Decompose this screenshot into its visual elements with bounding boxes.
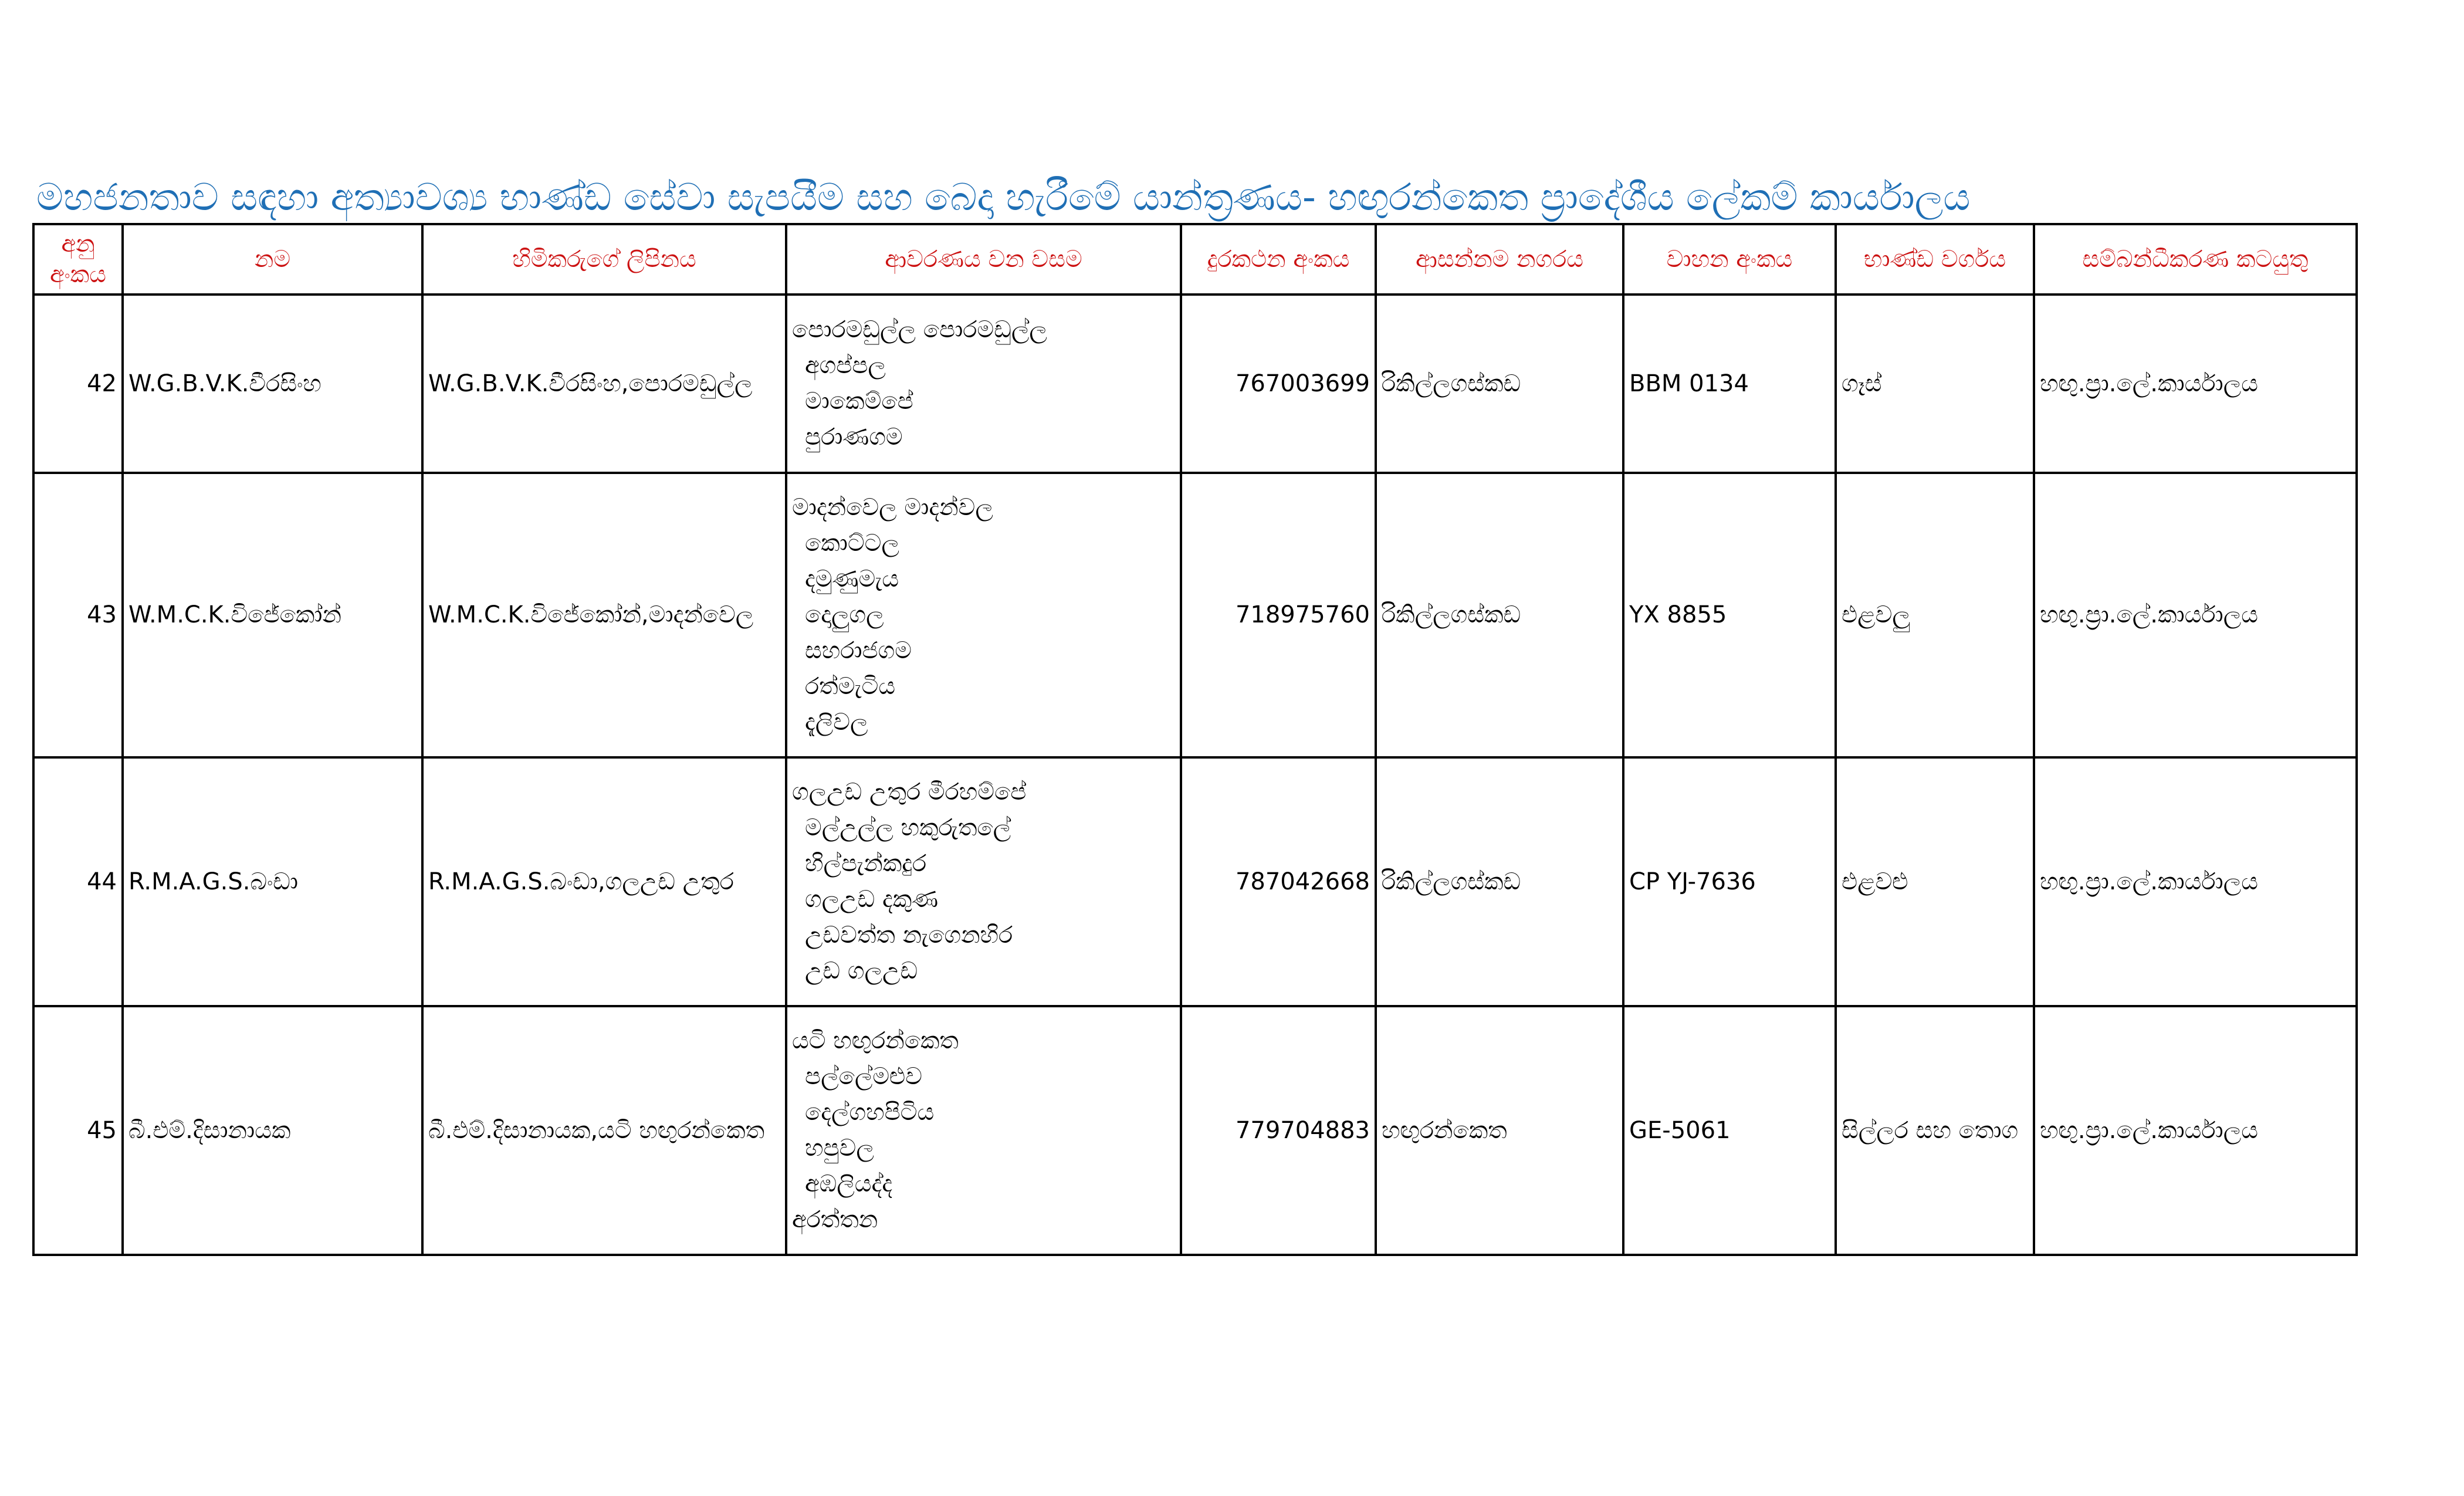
area-line: හපුවල	[805, 1135, 874, 1162]
area-line: රත්මැටිය	[805, 673, 896, 700]
cell-goods-type: ගෑස්	[1836, 295, 2034, 473]
cell-owner-address: R.M.A.G.S.බංඩා,ගලඋඩ උතුර	[422, 757, 786, 1006]
area-line: අගප්පල	[805, 352, 886, 379]
cell-owner-address: බී.එම්.දිසානායක,යටි හඟුරන්කෙත	[422, 1006, 786, 1255]
cell-phone: 718975760	[1181, 473, 1376, 757]
cell-phone: 787042668	[1181, 757, 1376, 1006]
table-row	[33, 1006, 2357, 1255]
cell-vehicle: GE-5061	[1623, 1006, 1836, 1255]
cell-covered-area	[786, 473, 1181, 757]
col-header-goods-type: භාණ්ඩ වර්ගය	[1836, 224, 2034, 295]
col-header-nearest-town: ආසන්නම නගරය	[1376, 224, 1623, 295]
cell-name: W.M.C.K.විජේකෝන්	[123, 473, 422, 757]
area-line: අඹලියද්ද	[805, 1170, 893, 1197]
cell-phone: 767003699	[1181, 295, 1376, 473]
cell-goods-type: සිල්ලර සහ තොග	[1836, 1006, 2034, 1255]
area-line: උඩ ගලඋඩ	[805, 957, 918, 984]
cell-name: W.G.B.V.K.වීරසිංහ	[123, 295, 422, 473]
cell-owner-address: W.M.C.K.විජේකෝන්,මාදන්වෙල	[422, 473, 786, 757]
area-line: පුරාණගම	[805, 424, 903, 451]
area-line: උඩවත්ත නැගෙනහිර	[805, 922, 1013, 949]
area-line: සහරාජගම	[805, 637, 912, 664]
table-row	[33, 473, 2357, 757]
cell-goods-type: එළවළු	[1836, 757, 2034, 1006]
cell-serial: 45	[33, 1006, 123, 1255]
area-line: මාදන්වෙල මාදන්වල	[792, 494, 993, 521]
cell-vehicle: BBM 0134	[1623, 295, 1836, 473]
cell-covered-area	[786, 757, 1181, 1006]
col-header-covered-area: ආවරණය වන වසම	[786, 224, 1181, 295]
cell-goods-type: එළවලු	[1836, 473, 2034, 757]
area-line: මල්උල්ල හකුරුතලේ	[805, 814, 1011, 841]
col-header-vehicle: වාහන අංකය	[1623, 224, 1836, 295]
area-line: ගලඋඩ උතුර මීරහම්පේ	[792, 779, 1027, 805]
cell-vehicle: YX 8855	[1623, 473, 1836, 757]
cell-serial: 43	[33, 473, 123, 757]
header-row	[33, 224, 2357, 295]
area-line: දෙල්ගහපිටිය	[805, 1099, 935, 1126]
area-line: ගලඋඩ දකුණ	[805, 886, 939, 913]
area-line: හිල්පැන්කදුර	[805, 850, 927, 877]
cell-serial: 42	[33, 295, 123, 473]
area-line: මාකෙම්පේ	[805, 388, 913, 415]
cell-covered-area	[786, 295, 1181, 473]
area-line: පොරමඩුල්ල පොරමඩුල්ල	[792, 316, 1047, 343]
area-line: පල්ලේමළුව	[805, 1063, 922, 1090]
table-row	[33, 757, 2357, 1006]
cell-nearest-town: හඟුරන්කෙත	[1376, 1006, 1623, 1255]
cell-vehicle: CP YJ-7636	[1623, 757, 1836, 1006]
area-line: කොට්ටල	[805, 530, 899, 557]
distribution-table	[32, 223, 2358, 1256]
cell-coordination: හඟු.ප්‍රා.ලේ.කාර්යාලය	[2034, 473, 2357, 757]
col-header-coordination: සම්බන්ධීකරණ කටයුතු	[2034, 224, 2357, 295]
cell-nearest-town: රිකිල්ලගස්කඩ	[1376, 757, 1623, 1006]
cell-nearest-town: රිකිල්ලගස්කඩ	[1376, 295, 1623, 473]
area-line: යටි හඟුරන්කෙත	[792, 1027, 959, 1054]
area-line: දමුණුමැය	[805, 566, 899, 593]
cell-nearest-town: රිකිල්ලගස්කඩ	[1376, 473, 1623, 757]
page-title: මහජනතාව සඳහා අත්‍යාවශ්‍ය භාණ්ඩ සේවා සැපයීම සහ බෙදා හැරීමේ යාන්ත්‍රණය- හඟුරන්කෙත ප්‍රාදේශීය ලේකම් කාර්යාලය	[36, 176, 1971, 219]
col-header-owner-address: හිමිකරුගේ ලිපිනය	[422, 224, 786, 295]
cell-owner-address: W.G.B.V.K.වීරසිංහ,පොරමඩුල්ල	[422, 295, 786, 473]
cell-serial: 44	[33, 757, 123, 1006]
col-header-phone: දුරකථන අංකය	[1181, 224, 1376, 295]
cell-coordination: හඟු.ප්‍රා.ලේ.කාර්යාලය	[2034, 295, 2357, 473]
col-header-name: නම	[123, 224, 422, 295]
cell-name: බී.එම්.දිසානායක	[123, 1006, 422, 1255]
col-header-serial: අනු අංකය	[33, 224, 123, 295]
cell-name: R.M.A.G.S.බංඩා	[123, 757, 422, 1006]
area-line: දැලිවල	[805, 709, 868, 736]
area-line: දොලුගල	[805, 601, 884, 628]
cell-coordination: හඟු.ප්‍රා.ලේ.කාර්යාලය	[2034, 757, 2357, 1006]
table-row	[33, 295, 2357, 473]
table-body	[33, 295, 2357, 1255]
cell-phone: 779704883	[1181, 1006, 1376, 1255]
cell-coordination: හඟු.ප්‍රා.ලේ.කාර්යාලය	[2034, 1006, 2357, 1255]
cell-covered-area	[786, 1006, 1181, 1255]
area-line: අරත්තන	[792, 1206, 878, 1233]
